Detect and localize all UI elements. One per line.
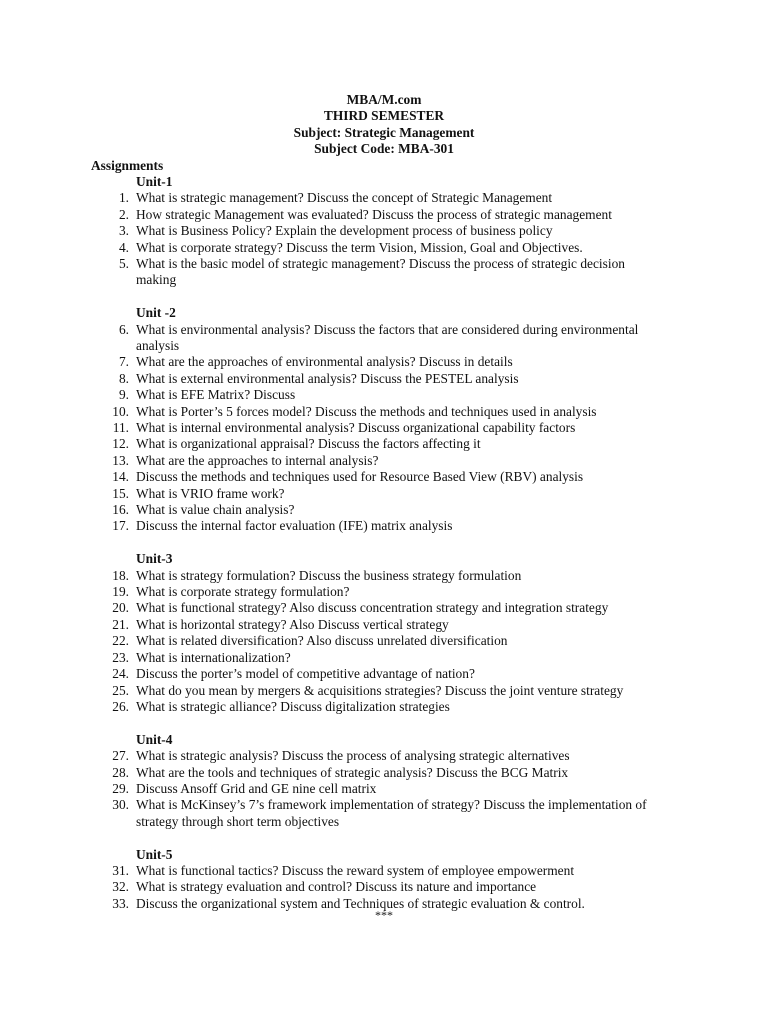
units-container xyxy=(0,174,768,912)
question-text: What is the basic model of strategic management? Discuss the process of strategic decision making xyxy=(136,256,625,288)
question-item xyxy=(0,666,768,682)
question-item xyxy=(0,404,768,420)
question-text: What is strategic alliance? Discuss digitalization strategies xyxy=(136,698,450,714)
question-number: 31. xyxy=(112,862,129,878)
assignments-heading: Assignments xyxy=(91,158,164,173)
question-item xyxy=(0,207,768,223)
question-item xyxy=(0,256,768,289)
question-text: What is Porter’s 5 forces model? Discuss the methods and techniques used in analysis xyxy=(136,403,597,419)
question-text: What is functional strategy? Also discuss concentration strategy and integration strategy xyxy=(136,600,609,616)
question-number: 20. xyxy=(112,600,129,616)
question-item xyxy=(0,748,768,764)
question-text: What is organizational appraisal? Discuss the factors affecting it xyxy=(136,436,481,452)
question-item xyxy=(0,486,768,502)
question-text: What is strategic management? Discuss the concept of Strategic Management xyxy=(136,190,553,206)
question-number: 3. xyxy=(118,223,129,239)
unit-section xyxy=(0,732,768,830)
unit-heading: Unit-4 xyxy=(136,731,173,747)
question-item xyxy=(0,683,768,699)
question-text: What are the approaches to internal analysis? xyxy=(136,452,379,468)
question-item xyxy=(0,322,768,355)
question-text: Discuss the organizational system and Techniques of strategic evaluation & control. xyxy=(136,895,585,911)
question-text: What is EFE Matrix? Discuss xyxy=(136,387,296,403)
question-text: What is internal environmental analysis? Discuss organizational capability factors xyxy=(136,420,576,436)
question-text: What is horizontal strategy? Also Discuss vertical strategy xyxy=(136,616,449,632)
question-text: What is internationalization? xyxy=(136,649,291,665)
question-number: 8. xyxy=(118,370,129,386)
question-list xyxy=(0,190,768,288)
document-header xyxy=(0,92,768,158)
question-number: 11. xyxy=(112,420,129,436)
unit-heading: Unit-1 xyxy=(136,174,173,189)
question-number: 17. xyxy=(112,518,129,534)
question-text: What is environmental analysis? Discuss the factors that are considered during environmental analysis xyxy=(136,321,639,354)
question-item xyxy=(0,420,768,436)
question-list xyxy=(0,863,768,912)
question-text: What is related diversification? Also discuss unrelated diversification xyxy=(136,633,508,649)
question-item xyxy=(0,190,768,206)
question-number: 26. xyxy=(112,698,129,714)
question-number: 5. xyxy=(118,256,129,272)
question-text: Discuss Ansoff Grid and GE nine cell matrix xyxy=(136,780,377,796)
question-number: 10. xyxy=(112,403,129,419)
question-item xyxy=(0,584,768,600)
question-number: 32. xyxy=(112,879,129,895)
question-number: 16. xyxy=(112,502,129,518)
question-item xyxy=(0,797,768,830)
question-number: 27. xyxy=(112,748,129,764)
question-number: 13. xyxy=(112,452,129,468)
question-number: 18. xyxy=(112,567,129,583)
question-text: Discuss the methods and techniques used for Resource Based View (RBV) analysis xyxy=(136,469,584,485)
question-text: What is strategy formulation? Discuss the business strategy formulation xyxy=(136,567,522,583)
question-text: What is VRIO frame work? xyxy=(136,485,285,501)
question-item xyxy=(0,240,768,256)
question-number: 28. xyxy=(112,764,129,780)
question-text: What is external environmental analysis? Discuss the PESTEL analysis xyxy=(136,370,519,386)
question-number: 15. xyxy=(112,485,129,501)
question-list xyxy=(0,568,768,716)
question-item xyxy=(0,863,768,879)
question-number: 24. xyxy=(112,666,129,682)
question-number: 12. xyxy=(112,436,129,452)
question-item xyxy=(0,633,768,649)
question-item xyxy=(0,502,768,518)
unit-heading: Unit-5 xyxy=(136,846,173,862)
question-item xyxy=(0,223,768,239)
question-item xyxy=(0,371,768,387)
question-text: What is strategic analysis? Discuss the process of analysing strategic alternatives xyxy=(136,748,570,764)
unit-section xyxy=(0,847,768,913)
question-text: Discuss the porter’s model of competitive advantage of nation? xyxy=(136,666,475,682)
question-text: What are the approaches of environmental analysis? Discuss in details xyxy=(136,354,513,370)
question-number: 33. xyxy=(112,895,129,911)
question-number: 14. xyxy=(112,469,129,485)
question-item xyxy=(0,387,768,403)
unit-heading: Unit-3 xyxy=(136,551,173,567)
question-number: 21. xyxy=(112,616,129,632)
question-item xyxy=(0,699,768,715)
question-item xyxy=(0,781,768,797)
question-text: What is McKinsey’s 7’s framework implementation of strategy? Discuss the implementation of strategy through short term objectives xyxy=(136,797,647,829)
question-text: What is strategy evaluation and control? Discuss its nature and importance xyxy=(136,879,537,895)
question-item xyxy=(0,469,768,485)
question-list xyxy=(0,748,768,830)
semester-title: THIRD SEMESTER xyxy=(323,108,445,124)
question-text: What is Business Policy? Explain the development process of business policy xyxy=(136,223,553,239)
unit-section xyxy=(0,305,768,535)
question-item xyxy=(0,765,768,781)
question-text: How strategic Management was evaluated? Discuss the process of strategic management xyxy=(136,206,612,222)
question-text: What is functional tactics? Discuss the reward system of employee empowerment xyxy=(136,862,575,878)
question-number: 23. xyxy=(112,649,129,665)
program-title: MBA/M.com xyxy=(346,92,422,107)
question-item xyxy=(0,518,768,534)
question-item xyxy=(0,600,768,616)
question-number: 29. xyxy=(112,780,129,796)
unit-section xyxy=(0,551,768,715)
question-item xyxy=(0,879,768,895)
question-number: 1. xyxy=(118,190,129,206)
question-text: What is corporate strategy formulation? xyxy=(136,584,350,600)
question-text: What do you mean by mergers & acquisitions strategies? Discuss the joint venture strategy xyxy=(136,682,624,698)
question-item xyxy=(0,617,768,633)
question-item xyxy=(0,436,768,452)
question-number: 30. xyxy=(112,797,129,813)
question-text: What is corporate strategy? Discuss the term Vision, Mission, Goal and Objectives. xyxy=(136,239,583,255)
unit-section xyxy=(0,174,768,289)
subject-title: Subject: Strategic Management xyxy=(293,124,475,140)
question-list xyxy=(0,322,768,535)
question-number: 9. xyxy=(118,387,129,403)
end-mark: *** xyxy=(375,908,393,922)
question-number: 25. xyxy=(112,682,129,698)
question-item xyxy=(0,453,768,469)
question-number: 7. xyxy=(118,354,129,370)
question-text: What is value chain analysis? xyxy=(136,502,295,518)
question-number: 4. xyxy=(118,239,129,255)
question-number: 19. xyxy=(112,584,129,600)
question-number: 22. xyxy=(112,633,129,649)
question-number: 2. xyxy=(118,206,129,222)
subject-code: Subject Code: MBA-301 xyxy=(314,141,454,157)
question-number: 6. xyxy=(118,321,129,337)
question-item xyxy=(0,568,768,584)
question-text: Discuss the internal factor evaluation (IFE) matrix analysis xyxy=(136,518,453,534)
question-item xyxy=(0,650,768,666)
unit-heading: Unit -2 xyxy=(136,305,176,321)
question-item xyxy=(0,354,768,370)
question-text: What are the tools and techniques of strategic analysis? Discuss the BCG Matrix xyxy=(136,764,569,780)
